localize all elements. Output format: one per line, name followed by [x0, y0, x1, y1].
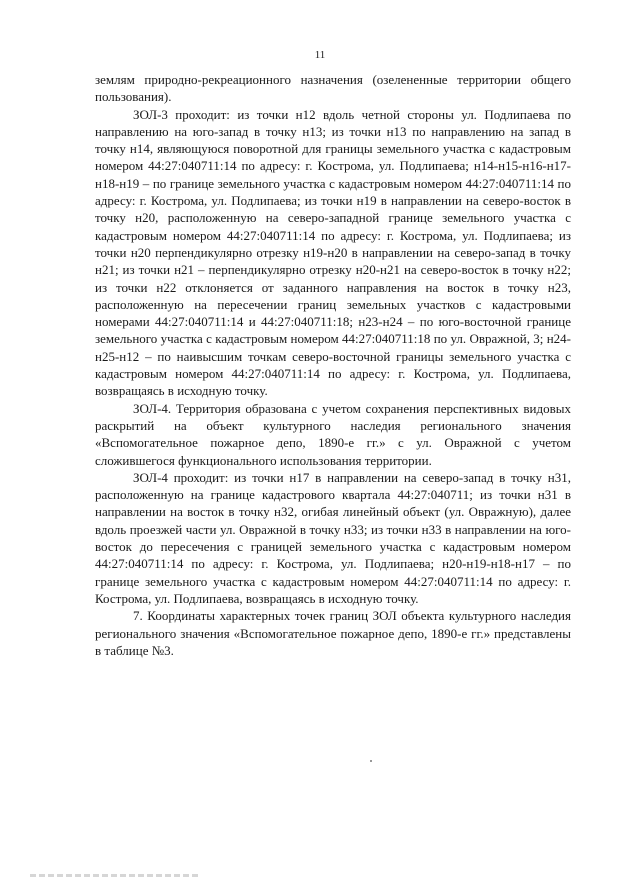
paragraph-zol3-route: ЗОЛ-3 проходит: из точки н12 вдоль четной стороны ул. Подлипаева по направлению на юго-запад в точку н13; из точки н13 по направлению на запад в точку н14, являющуюся поворотной для границы земельного участка с кадастровым номером 44:27:040711:14 по адресу: г. Кострома, ул. Подлипаева; н14-н15-н16-н17-н18-н19 – по границе земельного участка с кадастровым номером 44:27:040711:14 по адресу: г. Кострома, ул. Подлипаева; из точки н19 в направлении на северо-восток в точку н20, расположенную на северо-западной границе земельного участка с кадастровым номером 44:27:040711:14 по адресу: г. Кострома, ул. Подлипаева; из точки н20 перпендикулярно отрезку н19-н20 в направлении на северо-запад в точку н21; из точки н21 – перпендикулярно отрезку н20-н21 на северо-восток в точку н22; из точки н22 отклоняется от заданного направления на восток в точку н23, расположенную на пересечении границ земельных участков с кадастровыми номерами 44:27:040711:14 и 44:27:040711:18; н23-н24 – по юго-восточной границе земельного участка с кадастровым номером 44:27:040711:18 по ул. Овражной, 3; н24-н25-н12 – по наивысшим точкам северо-восточной границы земельного участка с кадастровым номером 44:27:040711:14 по адресу: г. Кострома, ул. Подлипаева, возвращаясь в исходную точку.	[95, 106, 571, 399]
document-body	[95, 71, 571, 659]
page-number: 11	[314, 49, 326, 61]
paragraph-continuation: землям природно-рекреационного назначения (озелененные территории общего пользования).	[95, 72, 571, 105]
paragraph-zol4-description: ЗОЛ-4. Территория образована с учетом сохранения перспективных видовых раскрытий на объект культурного наследия регионального значения «Вспомогательное пожарное депо, 1890-е гг.» с ул. Овражной с учетом сложившегося функционального использования территории.	[95, 400, 571, 468]
scan-speck	[370, 760, 372, 762]
paragraph-coordinates-note: 7. Координаты характерных точек границ ЗОЛ объекта культурного наследия регионального значения «Вспомогательное пожарное депо, 1890-е гг.» представлены в таблице №3.	[95, 608, 571, 658]
scan-edge-artifact	[30, 874, 200, 877]
paragraph-zol4-route: ЗОЛ-4 проходит: из точки н17 в направлении на северо-запад в точку н31, расположенную на границе кадастрового квартала 44:27:040711; из точки н31 в направлении на восток в точку н32, огибая линейный объект (ул. Овражную), далее вдоль проезжей части ул. Овражной в точку н33; из точки н33 в направлении на юго-восток до пересечения с границей земельного участка с кадастровым номером 44:27:040711:14 по адресу: г. Кострома, ул. Подлипаева; н20-н19-н18-н17 – по границе земельного участка с кадастровым номером 44:27:040711:14 по адресу: г. Кострома, ул. Подлипаева, возвращаясь в исходную точку.	[95, 469, 571, 606]
